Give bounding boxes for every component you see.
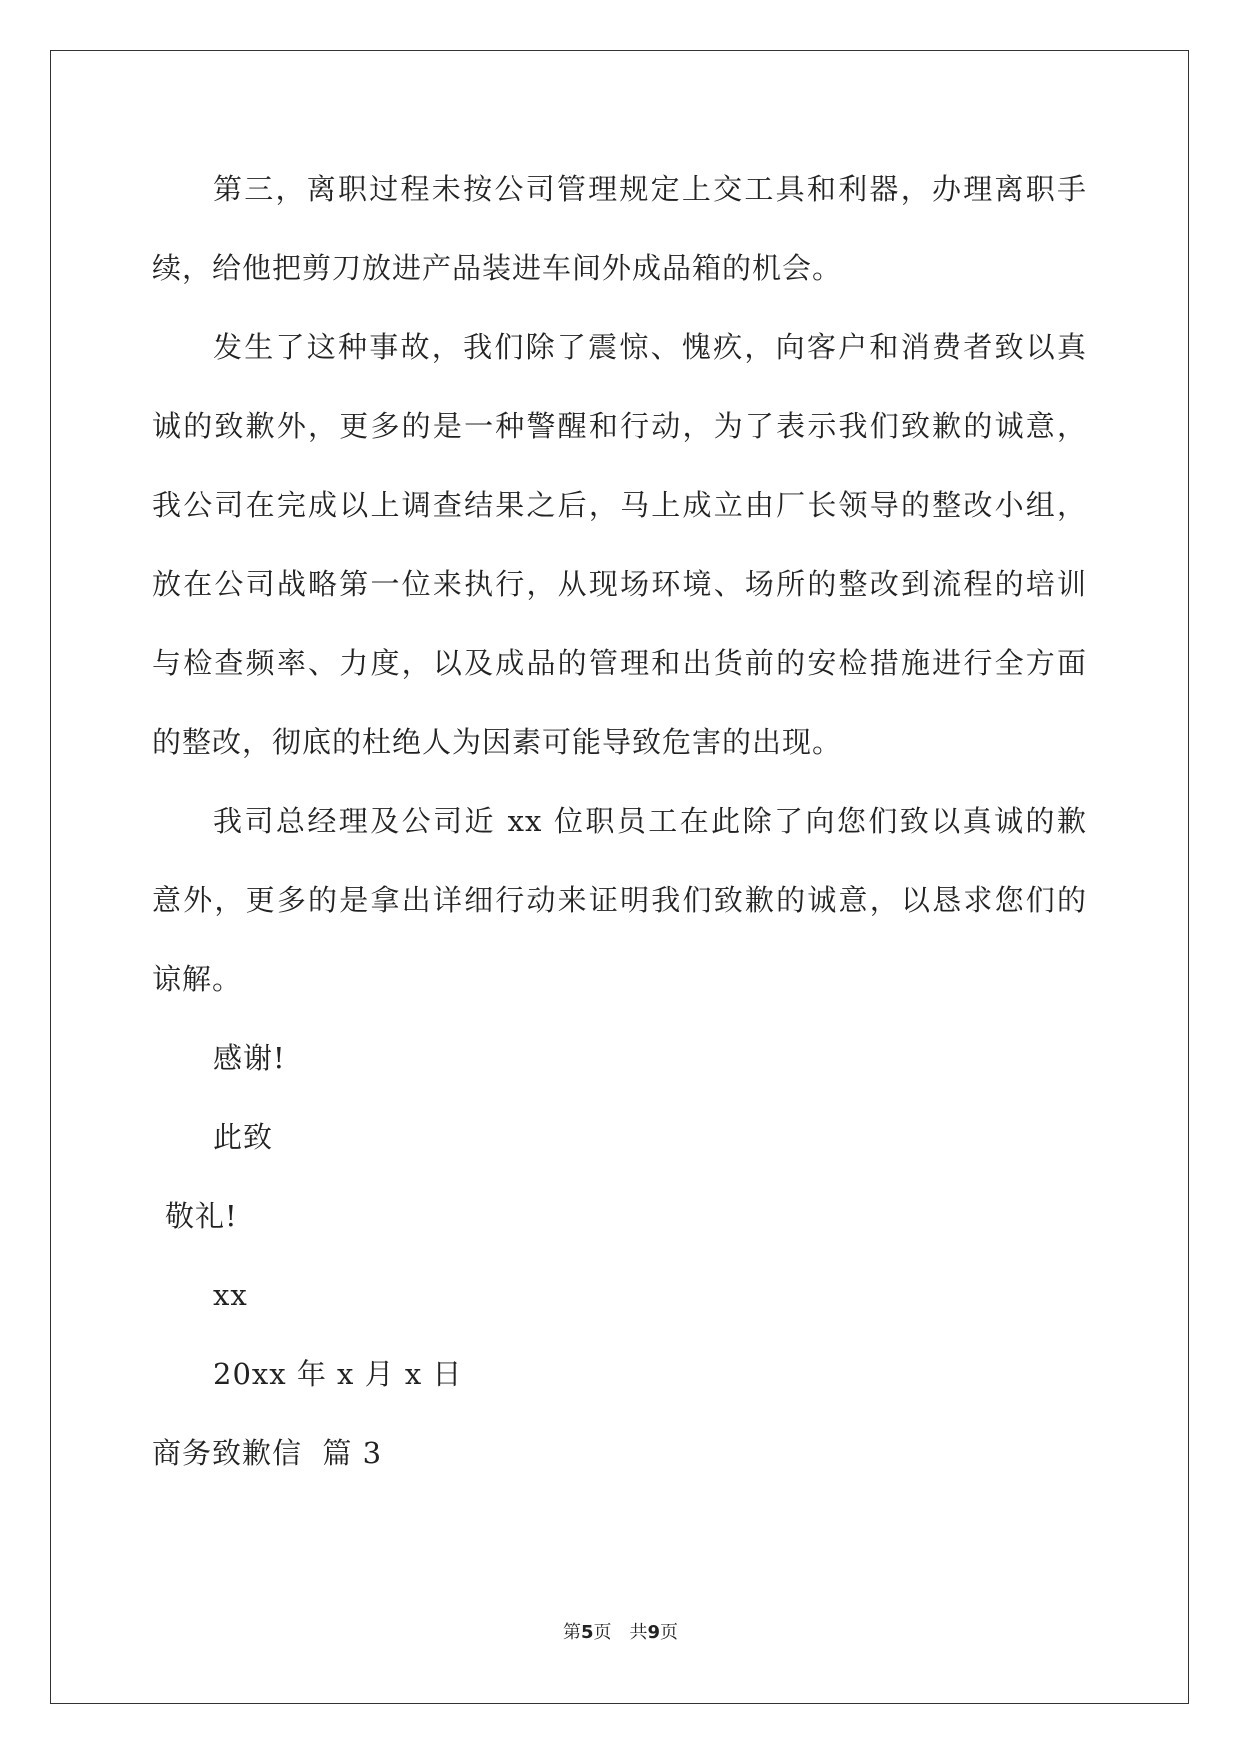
signature-date: 20xx 年 x 月 x 日 <box>213 1357 463 1391</box>
signature-name: xx <box>213 1278 248 1312</box>
page-footer <box>0 1622 1241 1644</box>
paragraph-line: 我司总经理及公司近 xx 位职员工在此除了向您们致以真诚的歉 <box>213 804 1087 838</box>
section-heading: 商务致歉信 篇 3 <box>152 1436 383 1470</box>
closing-salutation: 此致 <box>213 1120 274 1154</box>
footer-current-page: 5 <box>580 1622 594 1643</box>
footer-page-word: 页 <box>593 1622 612 1643</box>
closing-thanks: 感谢! <box>213 1041 286 1075</box>
paragraph-line: 续，给他把剪刀放进产品装进车间外成品箱的机会。 <box>152 251 843 285</box>
closing-regards: 敬礼! <box>165 1199 238 1233</box>
paragraph-line: 意外，更多的是拿出详细行动来证明我们致歉的诚意，以恳求您们的 <box>152 883 1087 917</box>
paragraph-line: 诚的致歉外，更多的是一种警醒和行动，为了表示我们致歉的诚意， <box>152 409 1087 443</box>
paragraph-line: 的整改，彻底的杜绝人为因素可能导致危害的出现。 <box>152 725 843 759</box>
footer-total-prefix: 共 <box>629 1622 648 1643</box>
footer-prefix: 第 <box>562 1622 581 1643</box>
paragraph-line: 谅解。 <box>152 962 243 996</box>
paragraph-line: 与检查频率、力度，以及成品的管理和出货前的安检措施进行全方面 <box>152 646 1087 680</box>
paragraph-line: 发生了这种事故，我们除了震惊、愧疚，向客户和消费者致以真 <box>213 330 1087 364</box>
paragraph-line: 放在公司战略第一位来执行，从现场环境、场所的整改到流程的培训 <box>152 567 1087 601</box>
paragraph-line: 我公司在完成以上调查结果之后，马上成立由厂长领导的整改小组， <box>152 488 1087 522</box>
footer-total-pages: 9 <box>647 1622 661 1643</box>
paragraph-line: 第三，离职过程未按公司管理规定上交工具和利器，办理离职手 <box>213 172 1087 206</box>
footer-total-suffix: 页 <box>660 1622 679 1643</box>
